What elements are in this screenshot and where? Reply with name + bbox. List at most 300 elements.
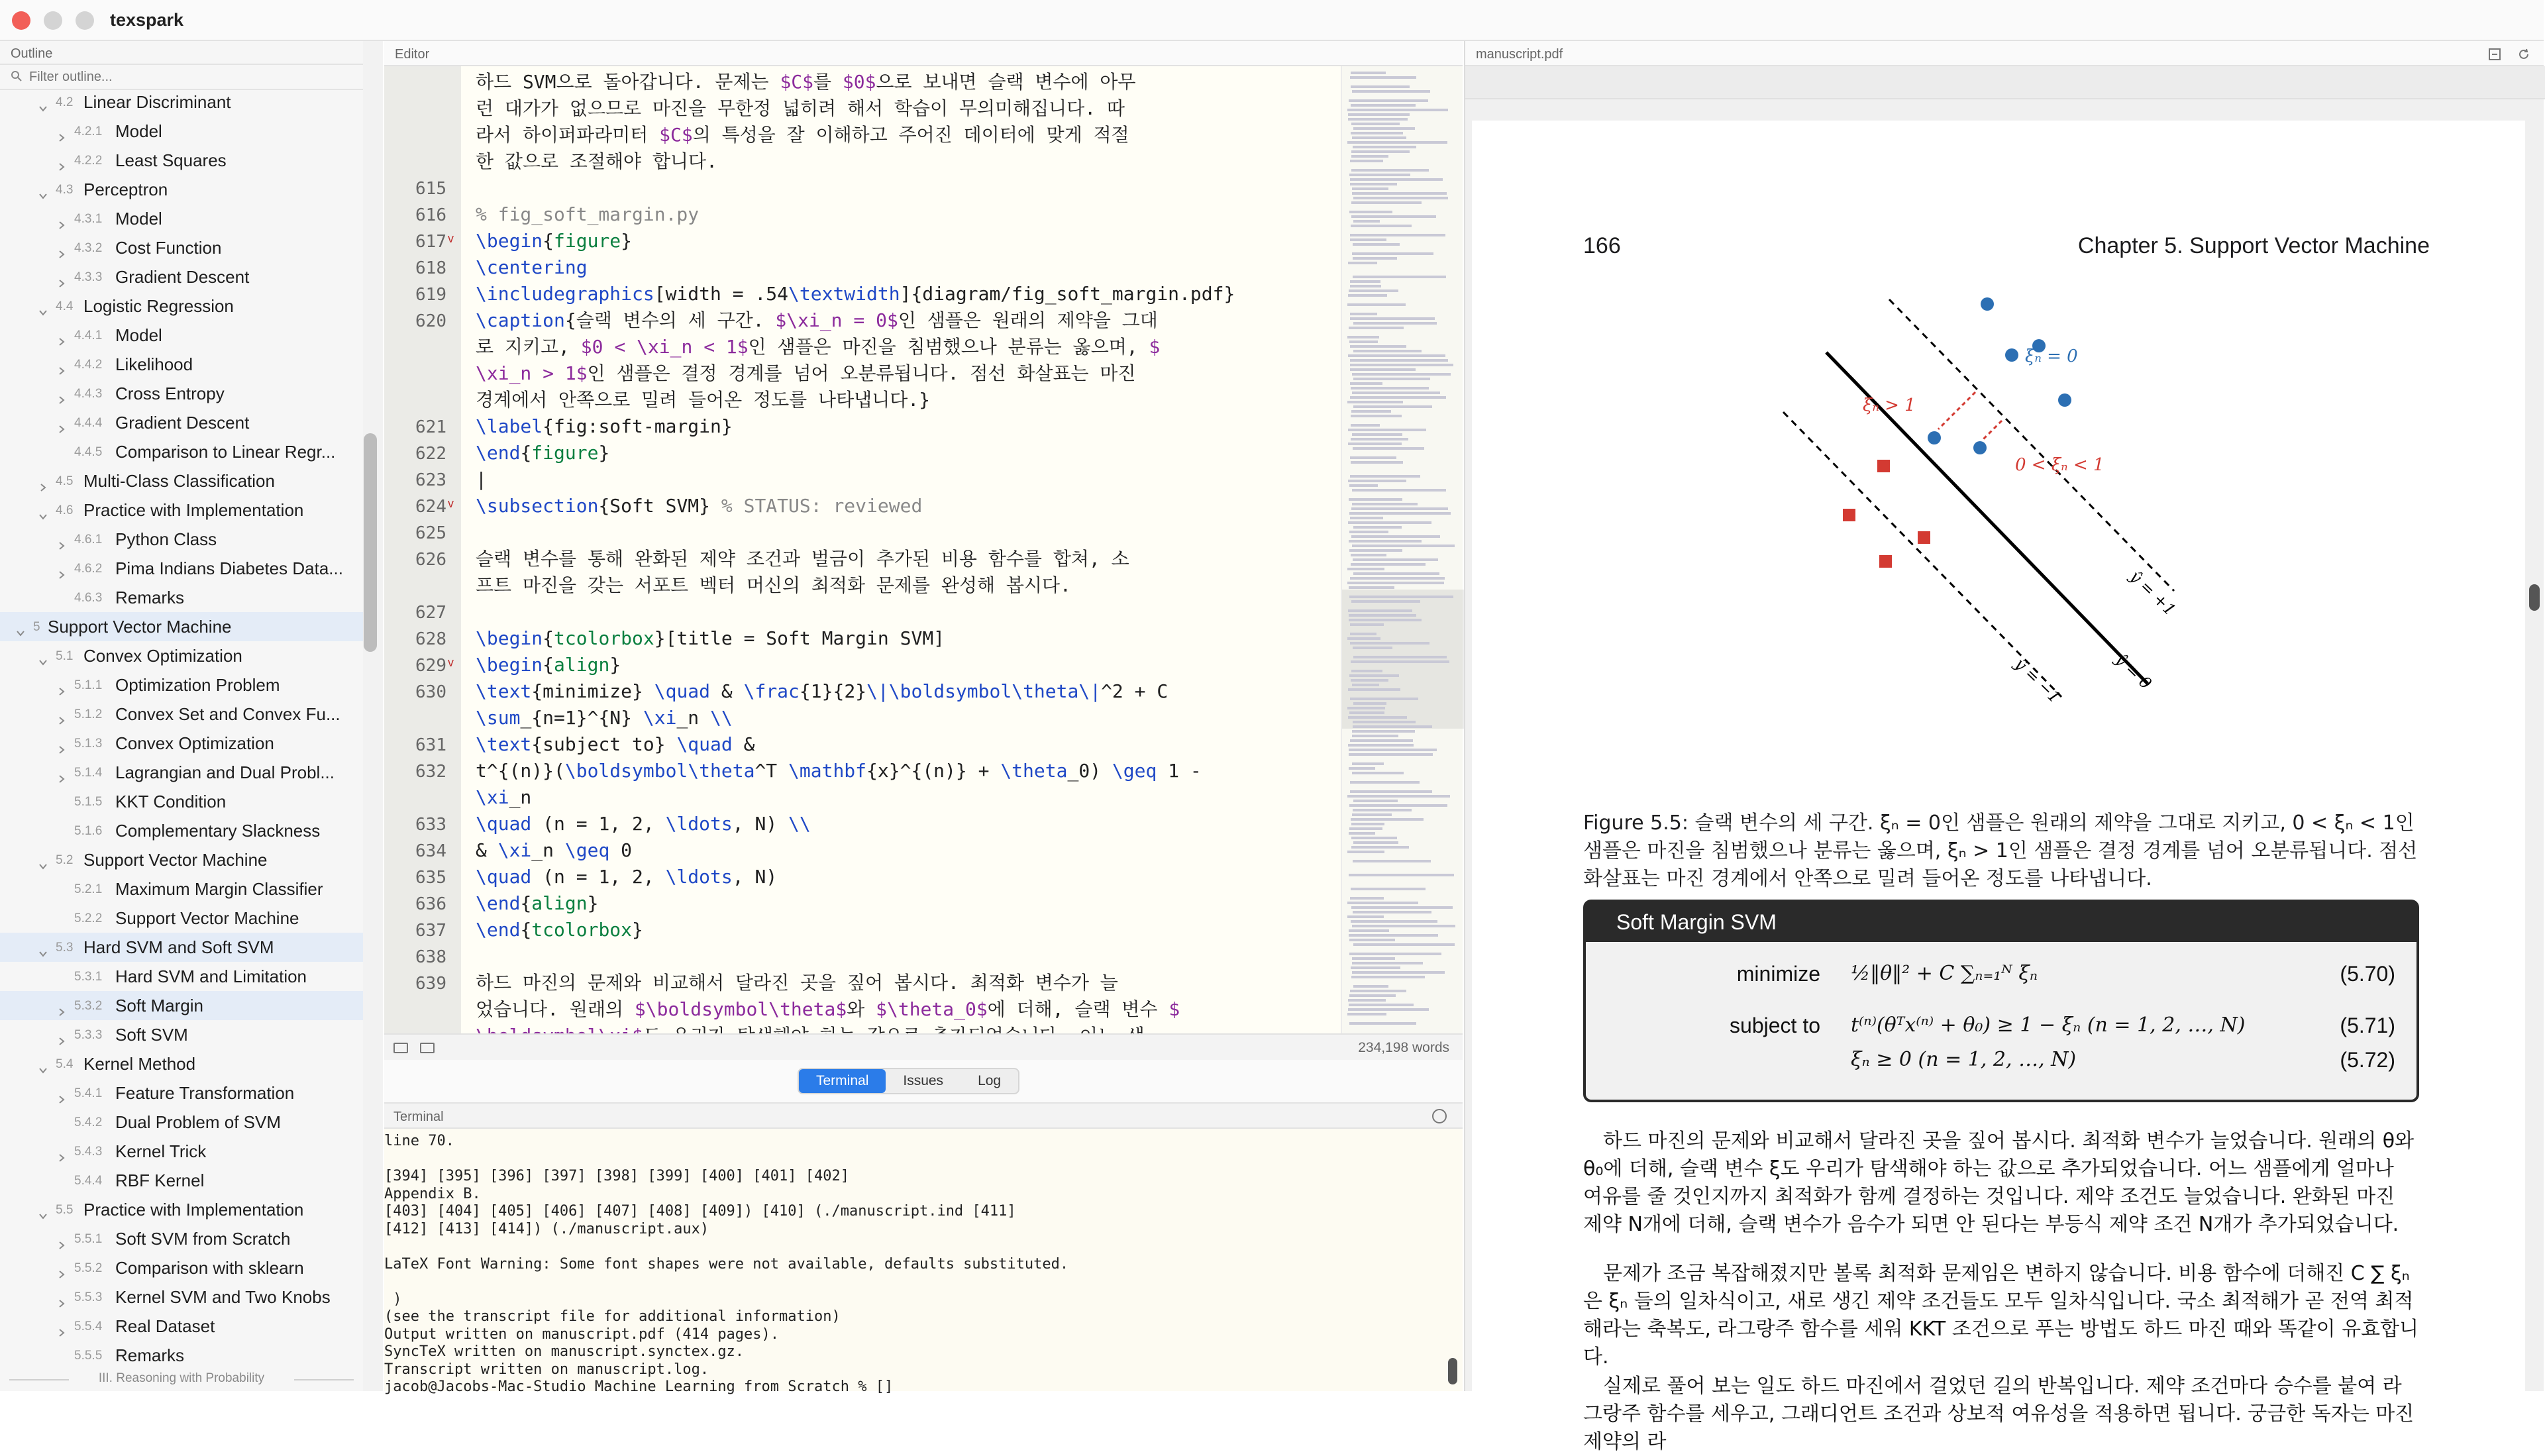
minimap-line [1349, 614, 1416, 617]
minimap-line [1350, 345, 1406, 348]
outline-item[interactable] [0, 117, 363, 146]
pdf-page[interactable] [1472, 121, 2525, 1453]
outline-item-number: 5.5.2 [74, 1261, 103, 1275]
pdf-scroll-thumb[interactable] [2529, 584, 2540, 611]
chevron-right-icon[interactable] [57, 1147, 66, 1156]
chevron-down-icon[interactable] [38, 1205, 48, 1214]
running-header: Chapter 5. Support Vector Machine [2077, 233, 2430, 258]
pdf-toolbar [1465, 66, 2545, 99]
chevron-down-icon[interactable] [38, 185, 48, 194]
outline-filter [0, 64, 382, 90]
minimap-line [1352, 762, 1384, 765]
minimap-line [1350, 990, 1406, 992]
minimap-line [1347, 851, 1384, 853]
code-line[interactable]: \begin{align} [476, 654, 621, 676]
minimap-line [1353, 647, 1392, 649]
chevron-right-icon[interactable] [57, 680, 66, 690]
code-line[interactable]: 한 값으로 조절해야 합니다. [476, 150, 717, 172]
outline-item-number: 4.6.1 [74, 533, 103, 546]
search-icon [11, 70, 23, 82]
outline-item[interactable] [0, 583, 363, 612]
minimap-line [1347, 401, 1403, 403]
code-line[interactable]: \xi_n > 1$인 샘플은 결정 경계를 넘어 오분류됩니다. 점선 화살표는 마진 [476, 362, 1136, 384]
code-line[interactable]: \quad (n = 1, 2, \ldots, N) [476, 866, 778, 888]
outline-item[interactable] [0, 1195, 363, 1224]
minimap-line [1353, 809, 1412, 811]
outline-item[interactable] [0, 233, 363, 262]
minimap-line [1348, 521, 1431, 524]
minimap-line [1351, 837, 1397, 839]
minimap-line [1350, 178, 1443, 181]
outline-item[interactable] [0, 1253, 363, 1282]
chevron-right-icon[interactable] [57, 1292, 66, 1302]
outline-item-number: 5.1.3 [74, 737, 103, 751]
line-number: 634 [415, 841, 446, 861]
outline-item-number: 5.4.3 [74, 1145, 103, 1159]
outline-item-number: 5.2.1 [74, 882, 103, 896]
minimap-line [1352, 971, 1445, 974]
eq-minimize: ½‖θ‖² + C ∑ₙ₌₁ᴺ ξₙ [1851, 962, 2038, 985]
code-line[interactable]: \begin{figure} [476, 230, 633, 252]
minimap-line [1348, 744, 1414, 747]
outline-scroll-thumb[interactable] [364, 433, 377, 652]
chevron-right-icon[interactable] [57, 739, 66, 748]
outline-item[interactable] [0, 1049, 363, 1078]
minimap-line [1351, 155, 1388, 158]
outline-item-label: Cross Entropy [115, 384, 225, 403]
chevron-right-icon[interactable] [57, 418, 66, 427]
line-number: 623 [415, 470, 446, 490]
minimap-line [1352, 252, 1433, 255]
positive-point [2005, 348, 2018, 362]
outline-item[interactable] [0, 291, 363, 321]
outline-item-label: Complementary Slackness [115, 821, 321, 841]
code-line[interactable]: 슬랙 변수를 통해 완화된 제약 조건과 벌금이 추가된 비용 함수를 합쳐, 소 [476, 548, 1129, 570]
terminal-options-icon[interactable] [1432, 1109, 1447, 1123]
outline-item-number: 5.4 [56, 1057, 74, 1071]
outline-item-label: Kernel Method [83, 1054, 196, 1074]
minimap-line [1350, 475, 1420, 478]
outline-item-label: Convex Optimization [115, 733, 274, 753]
code-line[interactable]: 로 지키고, $0 < \xi_n < 1$인 샘플은 마진을 침범했으나 분류는 옳으며, $ [476, 336, 1161, 358]
outline-item-number: 5.4.4 [74, 1174, 103, 1188]
code-line[interactable]: 하드 마진의 문제와 비교해서 달라진 곳을 짚어 봅시다. 최적화 변수가 늘 [476, 972, 1118, 994]
chevron-right-icon[interactable] [57, 564, 66, 573]
fold-chevron-icon[interactable]: v [448, 656, 454, 669]
code-line[interactable]: \end{figure} [476, 442, 610, 464]
outline-item-label: Support Vector Machine [83, 850, 268, 870]
terminal-line: [412] [413] [414]) (./manuscript.aux) [384, 1220, 709, 1237]
minimap-line [1350, 623, 1384, 626]
minimap-line [1350, 456, 1396, 459]
close-window-button[interactable] [12, 11, 30, 30]
line-number: 618 [415, 258, 446, 278]
toggle-panel-icon[interactable] [420, 1043, 435, 1053]
terminal-scroll-thumb[interactable] [1448, 1358, 1457, 1384]
outline-item[interactable] [0, 350, 363, 379]
outline-item[interactable] [0, 87, 363, 117]
outline-item-number: 5.1 [56, 649, 74, 663]
outline-item-number: 4.4.2 [74, 358, 103, 372]
chevron-down-icon[interactable] [38, 505, 48, 515]
minimap-line [1351, 507, 1448, 510]
minimap-line [1352, 957, 1395, 960]
outline-item[interactable] [0, 204, 363, 233]
outline-item[interactable] [0, 408, 363, 437]
chevron-right-icon[interactable] [57, 1001, 66, 1010]
line-number-gutter [384, 66, 461, 1033]
minimap-line [1350, 313, 1377, 315]
label-xi-between: 0 < ξₙ < 1 [2015, 455, 2104, 475]
outline-item-label: Soft SVM from Scratch [115, 1229, 291, 1249]
minimap-line [1350, 781, 1420, 784]
chevron-down-icon[interactable] [38, 301, 48, 311]
outline-item-number: 5.2.2 [74, 911, 103, 925]
minimap-line [1349, 289, 1398, 292]
minimap-line [1351, 438, 1408, 441]
chevron-right-icon[interactable] [57, 389, 66, 398]
minimap-line [1352, 489, 1446, 492]
code-line[interactable]: \centering [476, 256, 588, 278]
terminal-line: (see the transcript file for additional information) [384, 1308, 841, 1325]
code-line[interactable]: \text{minimize} \quad & \frac{1}{2}\|\boldsymbol\theta\|^2 + C [476, 680, 1169, 702]
minimap-line [1352, 735, 1398, 737]
minimap-line [1351, 660, 1449, 663]
editor-panel [384, 41, 1463, 1060]
minimap-line [1348, 999, 1386, 1002]
outline-item[interactable] [0, 466, 363, 495]
outline-header: Outline [11, 46, 53, 61]
minimap-line [1352, 136, 1406, 139]
outline-item[interactable] [0, 437, 363, 466]
negative-point [1918, 531, 1930, 544]
outline-item-number: 5.4.1 [74, 1086, 103, 1100]
code-line[interactable]: \end{align} [476, 892, 599, 914]
minimap-line [1348, 688, 1400, 691]
part-label[interactable]: III. Reasoning with Probability [0, 1371, 363, 1386]
line-number: 638 [415, 947, 446, 967]
outline-item-number: 5.3.1 [74, 970, 103, 984]
fold-chevron-icon[interactable]: v [448, 497, 454, 510]
minimap-line [1352, 391, 1440, 394]
outline-item[interactable] [0, 321, 363, 350]
minimap-line [1351, 888, 1426, 890]
body-paragraph: 문제가 조금 복잡해졌지만 볼록 최적화 문제임은 변하지 않습니다. 비용 함수에 더해진 C ∑ ξₙ은 ξₙ 들의 일차식이고, 새로 생긴 제약 조건들도 모두 일차식입니다. 국소 최적해가 곧 전역 최적해라는 축복도, 라그랑주 함수를 세워 KKT 조건으로 푸는 방법도 하드 마진 때와 똑같이 유효합니다. [1583, 1262, 2419, 1369]
outline-item-label: Support Vector Machine [115, 908, 299, 928]
chevron-right-icon[interactable] [57, 214, 66, 223]
label-plus1: ŷ = +1 [2126, 567, 2179, 619]
outline-item[interactable] [0, 262, 363, 291]
outline-item[interactable] [0, 816, 363, 845]
minimap-line [1353, 800, 1398, 802]
chevron-right-icon[interactable] [57, 1030, 66, 1039]
minimap-line [1351, 846, 1409, 849]
code-line[interactable]: 경계에서 안쪽으로 밀려 들어온 정도를 나타냅니다.} [476, 389, 931, 411]
terminal-header [384, 1104, 1463, 1129]
code-line[interactable]: \text{subject to} \quad & [476, 733, 755, 755]
line-number: 639 [415, 974, 446, 994]
chevron-right-icon[interactable] [57, 1322, 66, 1331]
outline-item[interactable] [0, 991, 363, 1020]
outline-item-label: Model [115, 325, 162, 345]
outline-item[interactable] [0, 1341, 363, 1370]
chevron-down-icon[interactable] [38, 651, 48, 660]
outline-item-label: Remarks [115, 1345, 185, 1365]
outline-item[interactable] [0, 1137, 363, 1166]
outline-item-label: Convex Optimization [83, 646, 242, 666]
minimap-line [1353, 725, 1432, 728]
outline-item-label: Practice with Implementation [83, 1200, 304, 1220]
minimap-line [1349, 832, 1375, 835]
code-line[interactable]: \label{fig:soft-margin} [476, 415, 733, 437]
minimap-line [1351, 85, 1410, 88]
minimap-line [1353, 702, 1386, 705]
minimap-line [1353, 572, 1439, 575]
chevron-down-icon[interactable] [16, 622, 25, 631]
minimap-line [1348, 480, 1406, 482]
outline-item[interactable] [0, 1108, 363, 1137]
minimap-line [1351, 123, 1400, 125]
filter-outline-input[interactable] [29, 68, 360, 86]
chevron-right-icon[interactable] [57, 768, 66, 777]
code-line[interactable]: \end{tcolorbox} [476, 919, 643, 941]
outline-item[interactable] [0, 904, 363, 933]
outline-item[interactable] [0, 787, 363, 816]
minimap-line [1353, 526, 1402, 529]
outline-item-number: 4.2.2 [74, 154, 103, 168]
outline-item[interactable] [0, 874, 363, 904]
chevron-right-icon[interactable] [57, 535, 66, 544]
chevron-down-icon[interactable] [38, 1059, 48, 1068]
minimap-line [1350, 633, 1376, 635]
minimap-line [1351, 563, 1426, 566]
outline-item[interactable] [0, 175, 363, 204]
chevron-right-icon[interactable] [57, 331, 66, 340]
outline-item-number: 5.3.2 [74, 999, 103, 1013]
outline-panel [0, 41, 383, 1391]
minimap-line [1350, 183, 1397, 185]
minimap-line [1352, 813, 1392, 816]
terminal-line: ) [384, 1290, 402, 1308]
refresh-icon[interactable] [2517, 48, 2530, 61]
minimap-line [1351, 415, 1402, 417]
minimap-line [1349, 929, 1389, 932]
code-line[interactable]: \xi_n [476, 786, 532, 808]
app-title: texspark [110, 10, 184, 30]
eq-constraint: t⁽ⁿ⁾(θᵀx⁽ⁿ⁾ + θ₀) ≥ 1 − ξₙ (n = 1, 2, …, N) [1851, 1014, 2246, 1037]
minimap-line [1351, 535, 1440, 538]
outline-item[interactable] [0, 1312, 363, 1341]
line-number: 625 [415, 523, 446, 543]
chevron-down-icon[interactable] [38, 943, 48, 952]
outline-item[interactable] [0, 554, 363, 583]
outline-item[interactable] [0, 641, 363, 670]
outline-item-number: 5.1.5 [74, 795, 103, 809]
outline-item-label: Model [115, 209, 162, 229]
minimap-line [1352, 772, 1404, 774]
minimap-line [1353, 350, 1422, 352]
minimap-line [1353, 841, 1398, 844]
chevron-right-icon[interactable] [57, 1088, 66, 1098]
code-line[interactable]: \sum_{n=1}^{N} \xi_n \\ [476, 707, 733, 729]
minimap-line [1349, 531, 1388, 533]
chevron-right-icon[interactable] [38, 476, 48, 486]
minimap-line [1350, 396, 1446, 399]
outline-item[interactable] [0, 933, 363, 962]
chevron-right-icon[interactable] [57, 243, 66, 252]
code-line[interactable]: 런 대가가 없으므로 마진을 무한정 넓히려 해서 학습이 무의미해집니다. 따 [476, 97, 1125, 119]
chevron-right-icon[interactable] [57, 156, 66, 165]
outline-item-label: Pima Indians Diabetes Data... [115, 558, 343, 578]
line-number: 637 [415, 921, 446, 941]
terminal-output[interactable] [384, 1129, 1463, 1395]
outline-item-number: 5.5.5 [74, 1349, 103, 1363]
minimap-line [1351, 225, 1412, 227]
minimap-line [1351, 461, 1403, 464]
line-number: 626 [415, 550, 446, 570]
minimap-line [1349, 327, 1404, 329]
tab-log[interactable]: Log [978, 1073, 1002, 1088]
code-line[interactable]: % fig_soft_margin.py [476, 203, 700, 225]
line-number: 615 [415, 179, 446, 199]
minimap-line [1350, 739, 1413, 742]
outline-item-label: Gradient Descent [115, 267, 250, 287]
minimap-line [1351, 201, 1422, 204]
minimap[interactable] [1341, 66, 1463, 1033]
outline-item[interactable] [0, 612, 363, 641]
minimap-line [1351, 976, 1425, 978]
outline-scrollbar[interactable] [363, 41, 383, 1391]
outline-item-label: RBF Kernel [115, 1170, 205, 1190]
outline-item[interactable] [0, 1224, 363, 1253]
code-line[interactable]: 었습니다. 원래의 $\boldsymbol\theta$와 $\theta_0$에 더해, 슬랙 변수 $ [476, 998, 1180, 1020]
outline-item-label: Feature Transformation [115, 1083, 295, 1103]
slack-arrow-1 [1938, 392, 1975, 429]
minimap-line [1348, 262, 1377, 264]
outline-item[interactable] [0, 845, 363, 874]
outline-item-number: 4.4 [56, 299, 74, 313]
toggle-sidebar-icon[interactable] [393, 1043, 408, 1053]
code-line[interactable]: 프트 마진을 갖는 서포트 벡터 머신의 최적화 문제를 완성해 봅시다. [476, 574, 1071, 596]
outline-item[interactable] [0, 1166, 363, 1195]
outline-item-label: Kernel SVM and Two Knobs [115, 1287, 331, 1307]
minimap-line [1347, 707, 1385, 709]
minimap-line [1353, 943, 1455, 946]
code-line[interactable]: \subsection{Soft SVM} % STATUS: reviewed [476, 495, 923, 517]
minimap-line [1349, 939, 1395, 941]
outline-item[interactable] [0, 379, 363, 408]
label-xi-gt1: ξₙ > 1 [1863, 395, 1916, 415]
outline-item-label: Least Squares [115, 150, 227, 170]
minimap-line [1351, 72, 1386, 74]
chevron-down-icon[interactable] [38, 97, 48, 107]
code-line[interactable]: \caption{슬랙 변수의 세 구간. $\xi_n = 0$인 샘플은 원래의 제약을 그대 [476, 309, 1158, 331]
minimap-line [1353, 146, 1416, 148]
minimap-line [1349, 994, 1396, 997]
code-line[interactable]: \begin{tcolorbox}[title = Soft Margin SVM] [476, 627, 945, 649]
outline-item[interactable] [0, 1282, 363, 1312]
code-line[interactable]: 하드 SVM으로 돌아갑니다. 문제는 $C$를 $0$으로 보내면 슬랙 변수에 아무 [476, 71, 1136, 93]
outline-item[interactable] [0, 146, 363, 175]
outline-item-number: 5.4.2 [74, 1116, 103, 1129]
minimap-line [1350, 160, 1383, 162]
eq-number-570: (5.70) [2340, 962, 2395, 986]
outline-item-number: 5.2 [56, 853, 74, 867]
code-line[interactable]: \includegraphics[width = .54\textwidth]{diagram/fig_soft_margin.pdf} [476, 283, 1235, 305]
chevron-down-icon[interactable] [38, 855, 48, 864]
minimap-line [1351, 554, 1386, 556]
outline-item[interactable] [0, 495, 363, 525]
outline-item-number: 4.6.2 [74, 562, 103, 576]
minimap-line [1350, 790, 1432, 793]
outline-item-number: 5.1.6 [74, 824, 103, 838]
minimap-line [1351, 600, 1420, 603]
code-line[interactable]: & \xi_n \geq 0 [476, 839, 633, 861]
code-line[interactable]: 라서 하이퍼파라미터 $C$의 특성을 잘 이해하고 주어진 데이터에 맞게 적절 [476, 124, 1129, 146]
chevron-right-icon[interactable] [57, 1263, 66, 1273]
outline-item[interactable] [0, 758, 363, 787]
chevron-right-icon[interactable] [57, 360, 66, 369]
minimap-line [1353, 322, 1437, 325]
minimap-line [1349, 174, 1410, 176]
minimap-line [1347, 1013, 1386, 1015]
tab-terminal[interactable]: Terminal [799, 1069, 886, 1093]
minimap-line [1353, 721, 1416, 723]
outline-item[interactable] [0, 670, 363, 700]
code-line[interactable]: \quad (n = 1, 2, \ldots, N) \\ [476, 813, 811, 835]
outline-item[interactable] [0, 1078, 363, 1108]
minimap-line [1347, 795, 1450, 798]
outline-item[interactable] [0, 1020, 363, 1049]
outline-item-label: Maximum Margin Classifier [115, 879, 323, 899]
minimap-line [1353, 276, 1446, 278]
chevron-right-icon[interactable] [57, 1234, 66, 1243]
minimap-line [1347, 582, 1444, 584]
minimap-line [1348, 1008, 1429, 1011]
minimap-line [1350, 76, 1416, 79]
chevron-right-icon[interactable] [57, 127, 66, 136]
outline-item[interactable] [0, 525, 363, 554]
outline-item[interactable] [0, 962, 363, 991]
sync-view-icon[interactable] [2488, 48, 2501, 61]
minimize-window-button[interactable] [44, 11, 62, 30]
pdf-header: manuscript.pdf [1465, 41, 2544, 66]
minimap-line [1351, 906, 1453, 909]
minimap-line [1347, 109, 1448, 111]
fold-chevron-icon[interactable]: v [448, 232, 454, 245]
outline-item[interactable] [0, 700, 363, 729]
tab-issues[interactable]: Issues [903, 1073, 944, 1088]
terminal-line: [403] [404] [405] [406] [407] [408] [409]) [410] (./manuscript.ind [411] [384, 1203, 1016, 1220]
editor-footer [384, 1033, 1463, 1060]
code-line[interactable]: | [476, 468, 487, 490]
chevron-right-icon[interactable] [57, 272, 66, 282]
outline-item[interactable] [0, 729, 363, 758]
code-line[interactable]: t^{(n)}(\boldsymbol\theta^T \mathbf{x}^{(n)} + \theta_0) \geq 1 - [476, 760, 1202, 782]
outline-item-number: 5.5.3 [74, 1290, 103, 1304]
minimap-line [1353, 860, 1431, 862]
outline-item-number: 4.3.1 [74, 212, 103, 226]
margin-plus [1889, 299, 2174, 591]
chevron-right-icon[interactable] [57, 709, 66, 719]
outline-item-number: 4.4.5 [74, 445, 103, 459]
minimap-line [1352, 373, 1451, 376]
zoom-window-button[interactable] [76, 11, 94, 30]
outline-item-label: Hard SVM and Soft SVM [83, 937, 274, 957]
minimap-line [1349, 874, 1454, 876]
minimap-line [1349, 749, 1437, 751]
minimap-line [1350, 642, 1429, 645]
